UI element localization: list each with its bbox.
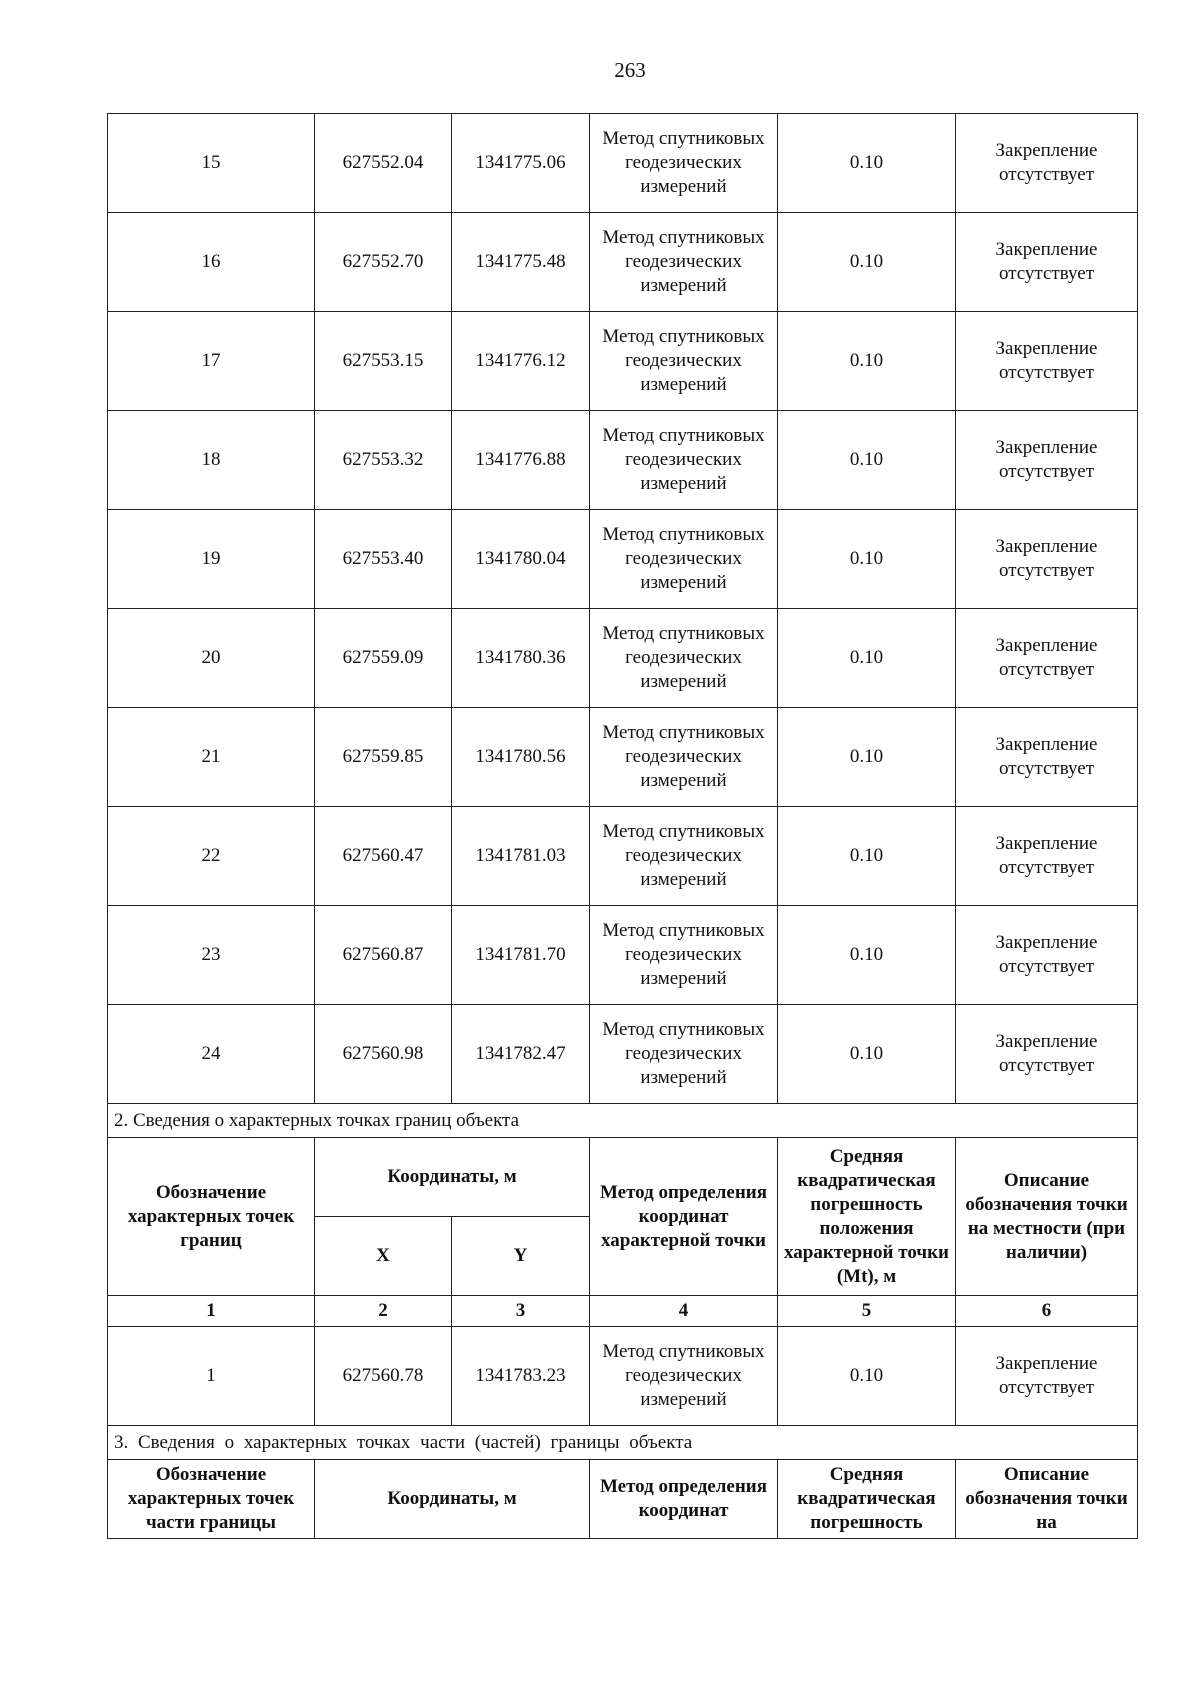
- coord-x: 627553.40: [315, 510, 452, 609]
- fixing-cell: Закрепление отсутствует: [956, 1327, 1138, 1426]
- fixing-cell: Закрепление отсутствует: [956, 708, 1138, 807]
- coord-y: 1341776.88: [452, 411, 590, 510]
- table-row: [108, 708, 1138, 807]
- header-designation: Обозначение характерных точек границ: [108, 1138, 315, 1296]
- table-row: [108, 1005, 1138, 1104]
- point-number: 17: [108, 312, 315, 411]
- method-cell: Метод спутниковых геодезических измерений: [590, 807, 778, 906]
- table-row: [108, 1327, 1138, 1426]
- coord-x: 627559.09: [315, 609, 452, 708]
- table-row: [108, 807, 1138, 906]
- coord-y: 1341781.03: [452, 807, 590, 906]
- fixing-cell: Закрепление отсутствует: [956, 213, 1138, 312]
- header-y: Y: [452, 1217, 590, 1296]
- coordinates-table: [107, 113, 1138, 1539]
- coord-y: 1341775.48: [452, 213, 590, 312]
- point-number: 1: [108, 1327, 315, 1426]
- coord-x: 627560.78: [315, 1327, 452, 1426]
- mt-cell: 0.10: [778, 609, 956, 708]
- mt-cell: 0.10: [778, 1005, 956, 1104]
- fixing-cell: Закрепление отсутствует: [956, 312, 1138, 411]
- method-cell: Метод спутниковых геодезических измерений: [590, 114, 778, 213]
- header-method: Метод определения координат характерной точки: [590, 1138, 778, 1296]
- method-cell: Метод спутниковых геодезических измерений: [590, 609, 778, 708]
- coord-y: 1341775.06: [452, 114, 590, 213]
- coord-x: 627553.32: [315, 411, 452, 510]
- point-number: 23: [108, 906, 315, 1005]
- section-title-row: [108, 1104, 1138, 1138]
- mt-cell: 0.10: [778, 1327, 956, 1426]
- header-method: Метод определения координат: [590, 1460, 778, 1539]
- header-error: Средняя квадратическая погрешность: [778, 1460, 956, 1539]
- method-cell: Метод спутниковых геодезических измерений: [590, 312, 778, 411]
- method-cell: Метод спутниковых геодезических измерений: [590, 213, 778, 312]
- point-number: 18: [108, 411, 315, 510]
- coord-x: 627559.85: [315, 708, 452, 807]
- page-number: 263: [614, 58, 646, 82]
- fixing-cell: Закрепление отсутствует: [956, 1005, 1138, 1104]
- section-3-title: 3. Сведения о характерных точках части (частей) границы объекта: [108, 1426, 1138, 1460]
- column-number: 2: [315, 1296, 452, 1327]
- header-coords: Координаты, м: [315, 1138, 590, 1217]
- header-description: Описание обозначения точки на местности (при наличии): [956, 1138, 1138, 1296]
- header-error: Средняя квадратическая погрешность положения характерной точки (Mt), м: [778, 1138, 956, 1296]
- header-description: Описание обозначения точки на: [956, 1460, 1138, 1539]
- header-row: [108, 1138, 1138, 1217]
- coord-x: 627552.70: [315, 213, 452, 312]
- coord-y: 1341782.47: [452, 1005, 590, 1104]
- method-cell: Метод спутниковых геодезических измерений: [590, 411, 778, 510]
- point-number: 15: [108, 114, 315, 213]
- section-2-title: 2. Сведения о характерных точках границ объекта: [108, 1104, 1138, 1138]
- column-number: 6: [956, 1296, 1138, 1327]
- fixing-cell: Закрепление отсутствует: [956, 906, 1138, 1005]
- coord-y: 1341783.23: [452, 1327, 590, 1426]
- coord-y: 1341781.70: [452, 906, 590, 1005]
- method-cell: Метод спутниковых геодезических измерений: [590, 510, 778, 609]
- fixing-cell: Закрепление отсутствует: [956, 114, 1138, 213]
- fixing-cell: Закрепление отсутствует: [956, 411, 1138, 510]
- header-designation: Обозначение характерных точек части границы: [108, 1460, 315, 1539]
- method-cell: Метод спутниковых геодезических измерений: [590, 1327, 778, 1426]
- mt-cell: 0.10: [778, 312, 956, 411]
- mt-cell: 0.10: [778, 510, 956, 609]
- point-number: 19: [108, 510, 315, 609]
- header-coords: Координаты, м: [315, 1460, 590, 1539]
- column-number: 1: [108, 1296, 315, 1327]
- table-row: [108, 213, 1138, 312]
- mt-cell: 0.10: [778, 114, 956, 213]
- method-cell: Метод спутниковых геодезических измерений: [590, 1005, 778, 1104]
- coord-y: 1341776.12: [452, 312, 590, 411]
- column-number: 5: [778, 1296, 956, 1327]
- table-row: [108, 906, 1138, 1005]
- header-x: X: [315, 1217, 452, 1296]
- mt-cell: 0.10: [778, 708, 956, 807]
- fixing-cell: Закрепление отсутствует: [956, 510, 1138, 609]
- table-row: [108, 609, 1138, 708]
- point-number: 16: [108, 213, 315, 312]
- table-row: [108, 312, 1138, 411]
- coord-y: 1341780.04: [452, 510, 590, 609]
- coord-x: 627560.47: [315, 807, 452, 906]
- table-row: [108, 411, 1138, 510]
- mt-cell: 0.10: [778, 906, 956, 1005]
- coord-x: 627553.15: [315, 312, 452, 411]
- point-number: 20: [108, 609, 315, 708]
- coord-x: 627560.87: [315, 906, 452, 1005]
- section-title-row: [108, 1426, 1138, 1460]
- fixing-cell: Закрепление отсутствует: [956, 609, 1138, 708]
- fixing-cell: Закрепление отсутствует: [956, 807, 1138, 906]
- header-row: [108, 1460, 1138, 1539]
- coord-x: 627560.98: [315, 1005, 452, 1104]
- mt-cell: 0.10: [778, 807, 956, 906]
- column-number-row: [108, 1296, 1138, 1327]
- column-number: 4: [590, 1296, 778, 1327]
- table-row: [108, 510, 1138, 609]
- coord-x: 627552.04: [315, 114, 452, 213]
- mt-cell: 0.10: [778, 213, 956, 312]
- method-cell: Метод спутниковых геодезических измерений: [590, 906, 778, 1005]
- point-number: 21: [108, 708, 315, 807]
- coord-y: 1341780.36: [452, 609, 590, 708]
- column-number: 3: [452, 1296, 590, 1327]
- coord-y: 1341780.56: [452, 708, 590, 807]
- method-cell: Метод спутниковых геодезических измерений: [590, 708, 778, 807]
- point-number: 24: [108, 1005, 315, 1104]
- point-number: 22: [108, 807, 315, 906]
- mt-cell: 0.10: [778, 411, 956, 510]
- table-row: [108, 114, 1138, 213]
